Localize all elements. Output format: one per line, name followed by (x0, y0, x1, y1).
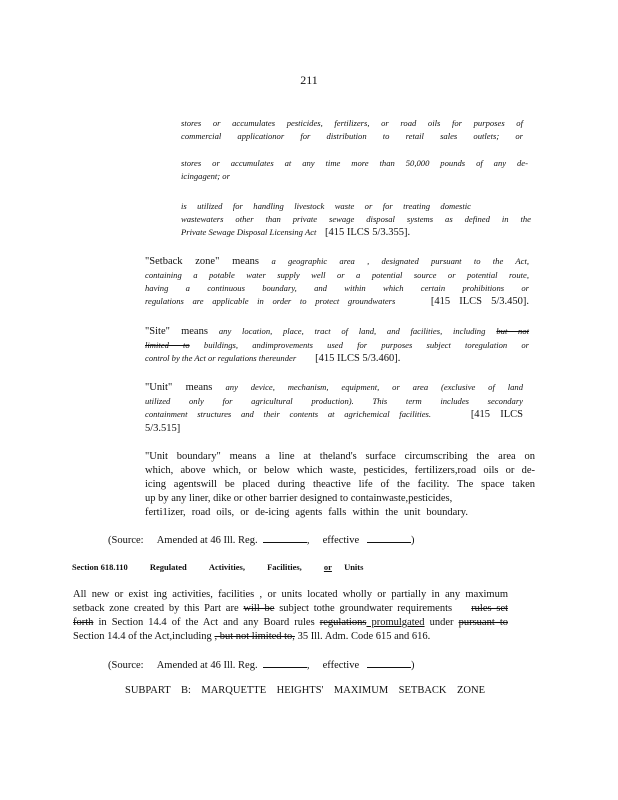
setback-zone-citation: [415 ILCS 5/3.450]. (430, 296, 529, 307)
unit-line-1: "Unit" means any device, mechanism, equipment, or area (exclusive of land (145, 382, 523, 393)
list-item-1 (181, 117, 523, 143)
unit-boundary-line-3: icing agentswill be placed during theactive life of the facility. The space taken (145, 479, 535, 490)
unit-boundary-line-5: ferti1izer, road oils, or de-icing agents falls within the unit boundary. (145, 507, 468, 518)
strike-rules-set: rules set (471, 603, 509, 614)
strike-forth: forth (73, 617, 94, 628)
setback-zone-line-2: containing a potable water supply well or a potential source or potential route, (145, 270, 529, 280)
unit-citation-a: [415 ILCS (470, 409, 523, 420)
source-note-2: (Source: Amended at 46 Ill. Reg. , effective ) (108, 660, 415, 671)
site-line-3: control by the Act or regulations thereunder [415 ILCS 5/3.460]. (145, 353, 401, 364)
setback-zone-term: "Setback zone" means (145, 256, 259, 267)
list-item-1-line-1: stores or accumulates pesticides, fertilizers, or road oils for purposes of (181, 118, 523, 128)
unit-term: "Unit" means (145, 382, 213, 393)
section-body-line-1: All new or exist ing activities, facilities , or units located wholly or partially in any maximum (73, 589, 508, 600)
list-item-2 (181, 157, 528, 183)
strike-regulations: regulations (319, 617, 367, 628)
list-item-1-line-2: commercial applicationor for distribution to retail sales outlets; or (181, 131, 523, 141)
effective-date-blank-1 (367, 533, 411, 543)
strike-but-not-limited-to: , but not limited to, (214, 631, 295, 642)
subpart-heading: SUBPART B: MARQUETTE HEIGHTS' MAXIMUM SETBACK ZONE (125, 685, 485, 696)
reg-volume-blank-2 (263, 658, 307, 668)
section-number: Section 618.110 (72, 562, 128, 572)
site-line-1: "Site" means any location, place, tract of land, and facilities, including but not (145, 326, 530, 337)
list-item-3-line-2: wastewaters other than private sewage disposal systems as defined in the (181, 214, 531, 224)
underline-promulgated: promulgated (366, 617, 425, 628)
unit-boundary-line-2: which, above which, or below which waste, pesticides, fertilizers,road oils or de- (145, 465, 535, 476)
source-note-1: (Source: Amended at 46 Ill. Reg. , effective ) (108, 535, 415, 546)
site-term: "Site" means (145, 326, 208, 337)
strike-will-be: will be (243, 603, 275, 614)
list-item-3 (181, 200, 531, 239)
unit-boundary-line-1: "Unit boundary" means a line at theland's surface circumscribing the area on (145, 451, 535, 462)
setback-zone-line-4: regulations are applicable in order to protect groundwaters [415 ILCS 5/3.450]. (145, 296, 529, 307)
definition-unit-boundary (145, 450, 535, 520)
setback-zone-line-1: "Setback zone" means a geographic area , designated pursuant to the Act, (145, 256, 529, 267)
definition-unit (145, 381, 523, 435)
setback-zone-line-3: having a continuous boundary, and within which certain prohibitions or (145, 283, 529, 293)
list-item-3-citation: [415 ILCS 5/3.355]. (325, 227, 411, 238)
strike-pursuant-to: pursuant to (458, 617, 508, 628)
site-citation: [415 ILCS 5/3.460]. (315, 353, 401, 364)
unit-citation-b: 5/3.515] (145, 423, 181, 434)
definition-site (145, 325, 529, 366)
site-strike-1: but not (496, 326, 530, 336)
section-body-line-2: setback zone created by this Part are will be subject tothe groundwater requirements rules set (73, 603, 509, 614)
list-item-3-line-3: Private Sewage Disposal Licensing Act [415 ILCS 5/3.355]. (181, 227, 411, 238)
site-line-2: limited to buildings, andimprovements used for purposes subject toregulation or (145, 340, 529, 350)
section-body-line-3: forth in Section 14.4 of the Act and any Board rules regulations promulgated under pursuant to (73, 617, 508, 628)
list-item-3-line-1: is utilized for handling livestock waste or for treating domestic (181, 201, 471, 211)
section-body (73, 588, 508, 644)
unit-line-3: containment structures and their contents at agrichemical facilities. [415 ILCS (145, 409, 523, 420)
section-body-line-4: Section 14.4 of the Act,including , but not limited to, 35 Ill. Adm. Code 615 and 616. (73, 631, 431, 642)
list-item-2-line-1: stores or accumulates at any time more than 50,000 pounds of any de- (181, 158, 528, 168)
site-strike-2: limited to (145, 340, 190, 350)
unit-boundary-line-4: up by any liner, dike or other barrier designed to containwaste,pesticides, (145, 493, 453, 504)
list-item-2-line-2: icingagent; or (181, 171, 230, 181)
page-number: 211 (300, 73, 318, 87)
section-heading: Section 618.110 Regulated Activities, Facilities, or Units (72, 562, 364, 572)
reg-volume-blank-1 (263, 533, 307, 543)
definition-setback-zone (145, 255, 529, 309)
effective-date-blank-2 (367, 658, 411, 668)
unit-line-2: utilized only for agricultural production). This term includes secondary (145, 396, 523, 406)
